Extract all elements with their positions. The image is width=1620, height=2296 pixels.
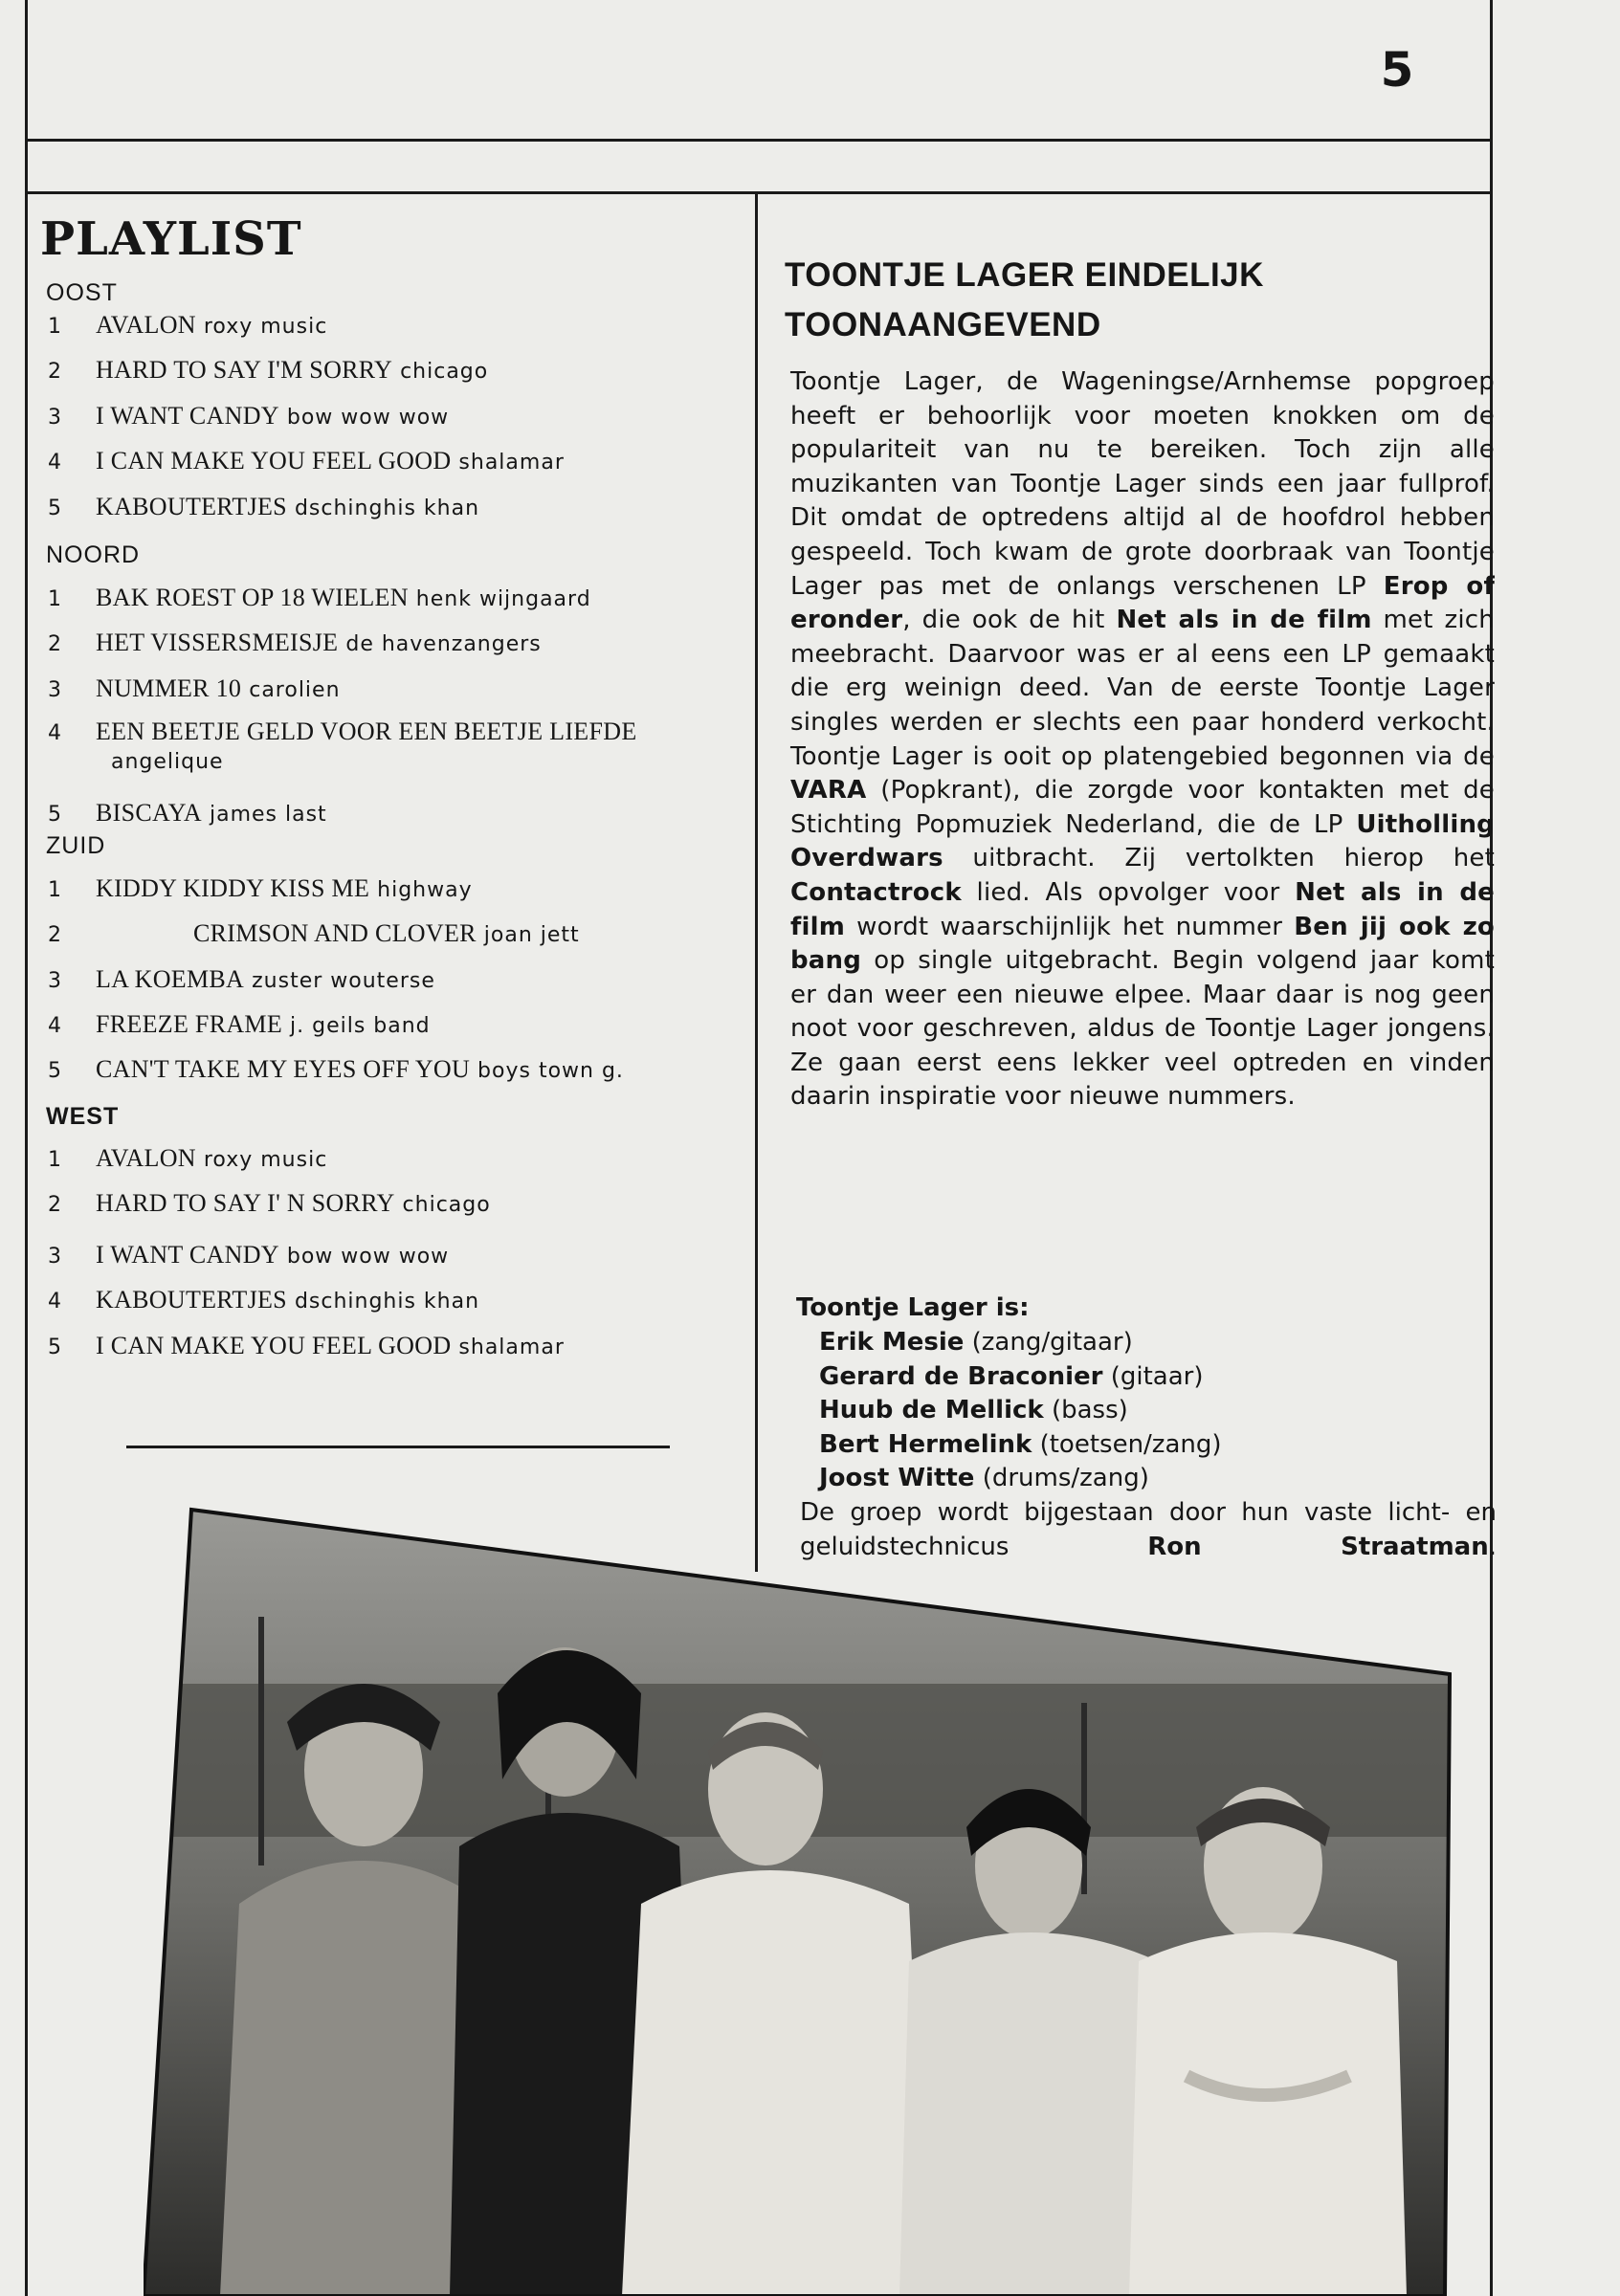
list-item: 3 LA KOEMBA zuster wouterse [48,965,435,993]
band-photo [144,1502,1464,2296]
list-item: 3 I WANT CANDY bow wow wow [48,402,450,430]
list-item: 4 EEN BEETJE GELD VOOR EEN BEETJE LIEFDE angelique [48,718,637,774]
list-item: 2 HET VISSERSMEISJE de havenzangers [48,629,542,656]
list-item: 5 BISCAYA james last [48,799,327,827]
member-line: Joost Witte (drums/zang) [819,1464,1149,1492]
header-rule-bottom [25,191,1493,194]
list-item: 5 I CAN MAKE YOU FEEL GOOD shalamar [48,1332,565,1359]
region-label: ZUID [46,832,106,859]
members-title: Toontje Lager is: [796,1293,1030,1322]
list-item: 1 AVALON roxy music [48,311,328,339]
region-label: WEST [46,1103,120,1130]
list-item: 2 HARD TO SAY I' N SORRY chicago [48,1189,491,1217]
list-item: 3 I WANT CANDY bow wow wow [48,1241,450,1269]
article-closing: De groep wordt bijgestaan door hun vaste licht- en geluidstechnicus Ron Straatman. [800,1498,1497,1561]
member-line: Bert Hermelink (toetsen/zang) [819,1430,1222,1459]
list-item: 2 HARD TO SAY I'M SORRY chicago [48,356,489,384]
region-label: NOORD [46,541,141,568]
list-item: 1 AVALON roxy music [48,1144,328,1172]
list-item: 1 BAK ROEST OP 18 WIELEN henk wijngaard [48,584,591,611]
list-item: 4 FREEZE FRAME j. geils band [48,1010,431,1038]
list-item: 1 KIDDY KIDDY KISS ME highway [48,874,473,902]
list-item: 2 CRIMSON AND CLOVER joan jett [48,919,580,947]
list-item: 4 I CAN MAKE YOU FEEL GOOD shalamar [48,447,565,475]
list-item: 5 CAN'T TAKE MY EYES OFF YOU boys town g. [48,1055,624,1083]
band-photo-image [144,1502,1464,2296]
header-rule-top [25,139,1493,142]
list-item: 3 NUMMER 10 carolien [48,674,341,702]
article-body: Toontje Lager, de Wageningse/Arnhemse popgroep heeft er behoorlijk voor moeten knokken om de populariteit van nu te bereiken. Toch zijn alle muzikanten van Toontje Lager sinds een jaar fullprof. Dit omdat de optredens altijd al de hoofdrol hebben gespeeld. Toch kwam de grote doorbraak van Toontje Lager pas met de onlangs verschenen LP Erop of eronder, die ook de hit Net als in de film met zich meebracht. Daarvoor was er al eens een LP gemaakt die erg weinign deed. Van de eerste Toontje Lager singles werden er slechts een paar honderd verkocht. Toontje Lager is ooit op platengebied begonnen via de VARA (Popkrant), die zorgde voor kontakten met de Stichting Popmuziek Nederland, die de LP Uitholling Overdwars uitbracht. Zij vertolkten hierop het Contactrock lied. Als opvolger voor Net als in de film wordt waarschijnlijk het nummer Ben jij ook zo bang op single uitgebracht. Begin volgend jaar komt er dan weer een nieuwe elpee. Maar daar is nog geen noot voor geschreven, aldus de Toontje Lager jongens. Ze gaan eerst eens lekker veel optreden en vinden daarin inspiratie voor nieuwe nummers. [790,367,1495,1112]
playlist-title: PLAYLIST [40,212,302,266]
playlist-divider [126,1446,670,1448]
list-item: 5 KABOUTERTJES dschinghis khan [48,493,480,520]
region-label: OOST [46,279,118,306]
article-title [785,251,1454,350]
page-number: 5 [1380,42,1414,98]
member-line: Erik Mesie (zang/gitaar) [819,1328,1133,1357]
list-item: 4 KABOUTERTJES dschinghis khan [48,1286,480,1314]
member-line: Huub de Mellick (bass) [819,1396,1128,1424]
member-line: Gerard de Braconier (gitaar) [819,1362,1204,1391]
article-title-line2: TOONAANGEVEND [785,306,1101,343]
article-title-line1: TOONTJE LAGER EINDELIJK [785,256,1264,294]
